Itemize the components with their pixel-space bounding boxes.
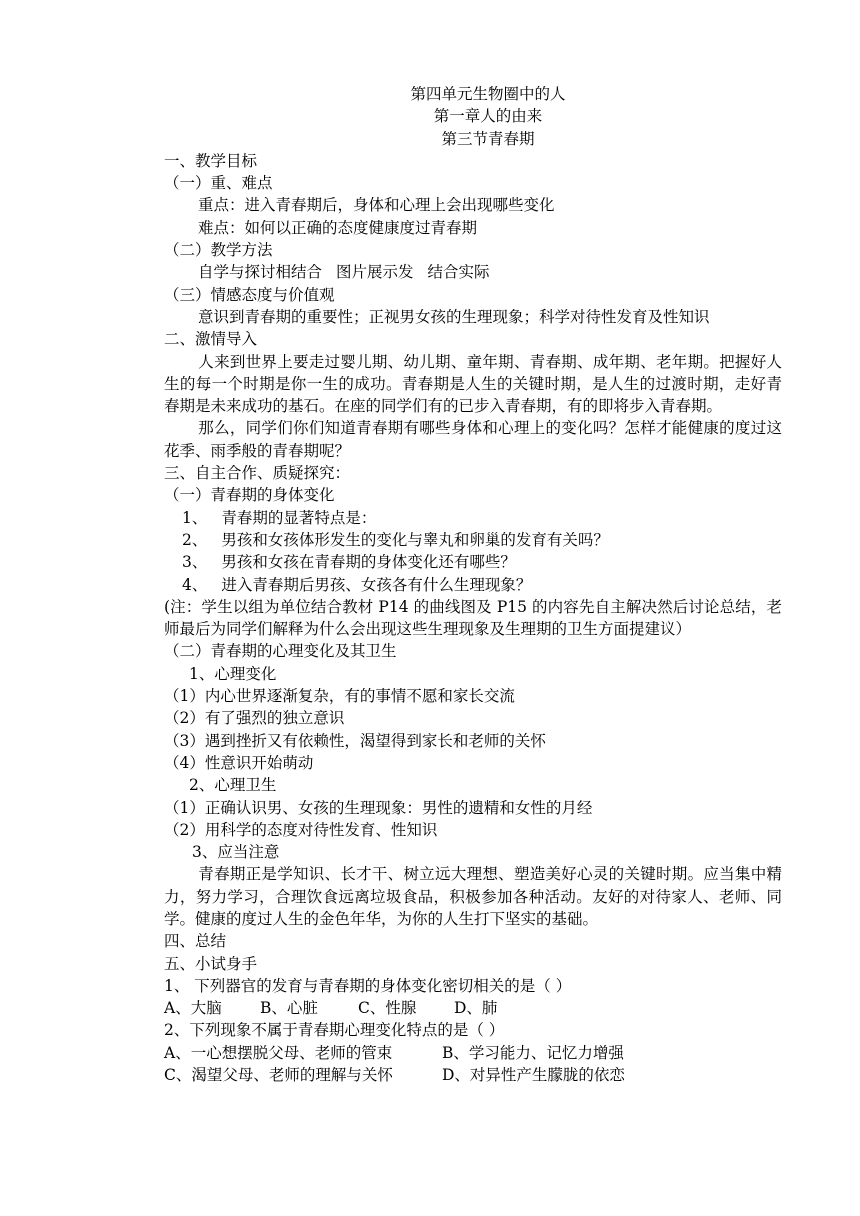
question-item: 3、 男孩和女孩在青春期的身体变化还有哪些？ [182, 553, 516, 572]
method-item: 结合实际 [427, 263, 490, 282]
key-points-heading: （一）重、难点 [164, 174, 273, 193]
quiz-q1-options [164, 997, 782, 1019]
attitude-heading: （三）情感态度与价值观 [164, 285, 335, 304]
hygiene-item: （1）正确认识男、女孩的生理现象：男性的遗精和女性的月经 [164, 798, 593, 817]
chapter-title: 第一章人的由来 [433, 107, 543, 126]
methods-line [164, 261, 782, 283]
quiz-option: A、大脑 [164, 999, 222, 1018]
attention-heading: 3、应当注意 [192, 843, 280, 862]
mind-change-item: （1）内心世界逐渐复杂，有的事情不愿和家长交流 [164, 687, 515, 706]
intro-paragraph: 人来到世界上要走过婴儿期、幼儿期、童年期、青春期、成年期、老年期。把握好人生的每一个时期是你一生的成功。青春期是人生的关键时期，是人生的过渡时期，走好青春期是未来成功的基石。在座的同学们有的已步入青春期，有的即将步入青春期。 [164, 352, 782, 416]
hygiene-item: （2）用科学的态度对待性发育、性知识 [164, 820, 438, 839]
methods-heading: （二）教学方法 [164, 241, 273, 260]
difficult-point: 难点：如何以正确的态度健康度过青春期 [198, 218, 478, 237]
quiz-option: D、对异性产生朦胧的依恋 [442, 1066, 625, 1085]
quiz-option: C、渴望父母、老师的理解与关怀 [164, 1066, 393, 1085]
teacher-note: (注：学生以组为单位结合教材 P14 的曲线图及 P15 的内容先自主解决然后讨论总结，老师最后为同学们解释为什么会出现这些生理现象及生理期的卫生方面提建议） [164, 597, 782, 639]
quiz-option: D、肺 [454, 999, 498, 1018]
quiz-question-1: 1、 下列器官的发育与青春期的身体变化密切相关的是（ ） [164, 976, 572, 995]
intro-question-paragraph: 那么，同学们你们知道青春期有哪些身体和心理上的变化吗？怎样才能健康的度过这花季、雨季般的青春期呢？ [164, 419, 782, 460]
quiz-heading: 五、小试身手 [164, 954, 258, 973]
mind-change-item: （2）有了强烈的独立意识 [164, 709, 345, 728]
question-item: 2、 男孩和女孩体形发生的变化与睾丸和卵巢的发育有关吗？ [182, 530, 609, 549]
quiz-option: B、学习能力、记忆力增强 [442, 1043, 624, 1062]
mind-heading: （二）青春期的心理变化及其卫生 [164, 642, 397, 661]
mind-change-item: （3）遇到挫折又有依赖性，渴望得到家长和老师的关怀 [164, 731, 546, 750]
key-point: 重点：进入青春期后，身体和心理上会出现哪些变化 [198, 196, 555, 215]
intro-heading: 二、激情导入 [164, 330, 258, 349]
hygiene-heading: 2、心理卫生 [189, 776, 277, 795]
body-change-heading: （一）青春期的身体变化 [164, 486, 335, 505]
explore-heading: 三、自主合作、质疑探究： [164, 464, 351, 483]
method-item: 自学与探讨相结合 [198, 263, 323, 282]
attitude-text: 意识到青春期的重要性；正视男女孩的生理现象；科学对待性发育及性知识 [198, 307, 710, 326]
attention-paragraph: 青春期正是学知识、长才干、树立远大理想、塑造美好心灵的关键时期。应当集中精力，努力学习，合理饮食远离垃圾食品，积极参加各种活动。友好的对待家人、老师、同学。健康的度过人生的金色年华，为你的人生打下坚实的基础。 [164, 865, 782, 928]
mind-change-heading: 1、心理变化 [189, 664, 277, 683]
quiz-question-2: 2、下列现象不属于青春期心理变化特点的是（ ） [164, 1021, 505, 1040]
mind-change-item: （4）性意识开始萌动 [164, 753, 314, 772]
section-title: 第三节青春期 [441, 129, 535, 148]
summary-heading: 四、总结 [164, 932, 227, 951]
question-item: 4、 进入青春期后男孩、女孩各有什么生理现象？ [182, 575, 532, 594]
quiz-q2-options-row2 [164, 1064, 782, 1086]
method-item: 图片展示发 [336, 263, 414, 282]
quiz-option: B、心脏 [260, 999, 318, 1018]
unit-title: 第四单元生物圈中的人 [410, 85, 566, 103]
lesson-plan-body [164, 83, 782, 1086]
goals-heading: 一、教学目标 [164, 151, 258, 170]
question-item: 1、 青春期的显著特点是： [182, 508, 377, 527]
quiz-q2-options-row1 [164, 1042, 782, 1064]
quiz-option: A、一心想摆脱父母、老师的管束 [164, 1043, 393, 1062]
quiz-option: C、性腺 [358, 999, 417, 1018]
